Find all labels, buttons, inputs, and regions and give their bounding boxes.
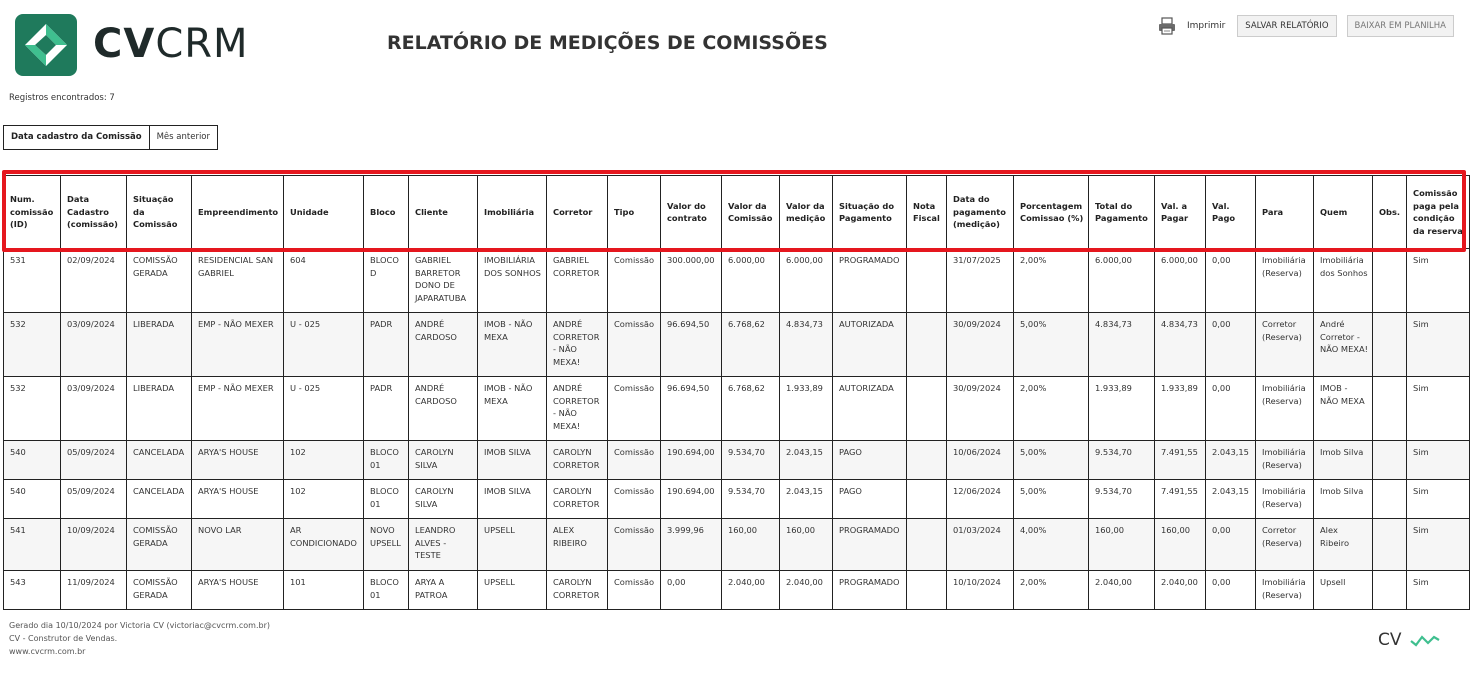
filter-label: Data cadastro da Comissão <box>4 126 150 149</box>
table-cell: Comissão <box>608 377 661 441</box>
table-cell <box>1373 249 1407 313</box>
column-header: Valor da Comissão <box>722 176 780 249</box>
table-cell: 9.534,70 <box>722 480 780 519</box>
table-cell: 0,00 <box>1206 571 1256 610</box>
table-cell: COMISSÃO GERADA <box>127 519 192 571</box>
table-row <box>4 377 1470 441</box>
table-cell: 190.694,00 <box>661 441 722 480</box>
table-cell <box>907 313 947 377</box>
table-cell: 9.534,70 <box>722 441 780 480</box>
table-cell: Imobiliária (Reserva) <box>1256 571 1314 610</box>
table-cell: 101 <box>284 571 364 610</box>
table-cell <box>1373 571 1407 610</box>
table-cell: NOVO LAR <box>192 519 284 571</box>
table-cell: 12/06/2024 <box>947 480 1014 519</box>
table-cell: Imobiliária (Reserva) <box>1256 480 1314 519</box>
table-cell: CAROLYN SILVA <box>409 480 478 519</box>
table-cell: Imob Silva <box>1314 441 1373 480</box>
table-cell: 5,00% <box>1014 480 1089 519</box>
table-cell: CAROLYN CORRETOR <box>547 571 608 610</box>
column-header: Cliente <box>409 176 478 249</box>
table-cell: 9.534,70 <box>1089 480 1155 519</box>
column-header: Data do pagamento (medição) <box>947 176 1014 249</box>
table-cell: BLOCO 01 <box>364 441 409 480</box>
table-cell: Comissão <box>608 313 661 377</box>
table-cell: GABRIEL CORRETOR <box>547 249 608 313</box>
table-cell: Alex Ribeiro <box>1314 519 1373 571</box>
table-cell: 05/09/2024 <box>61 480 127 519</box>
table-cell: ARYA'S HOUSE <box>192 441 284 480</box>
table-cell: 531 <box>4 249 61 313</box>
table-cell: 6.000,00 <box>1089 249 1155 313</box>
table-cell: Sim <box>1407 480 1470 519</box>
table-cell: 1.933,89 <box>1089 377 1155 441</box>
table-cell: 10/10/2024 <box>947 571 1014 610</box>
table-cell: Sim <box>1407 571 1470 610</box>
table-cell: Comissão <box>608 480 661 519</box>
table-cell: 2.043,15 <box>780 480 833 519</box>
table-cell: 160,00 <box>1155 519 1206 571</box>
printer-icon[interactable] <box>1157 16 1177 36</box>
table-cell: 03/09/2024 <box>61 313 127 377</box>
table-cell: 0,00 <box>1206 313 1256 377</box>
table-cell: IMOB SILVA <box>478 480 547 519</box>
table-cell: 30/09/2024 <box>947 377 1014 441</box>
table-cell: Comissão <box>608 571 661 610</box>
table-cell: 5,00% <box>1014 441 1089 480</box>
table-cell: CANCELADA <box>127 480 192 519</box>
table-cell: André Corretor - NÃO MEXA! <box>1314 313 1373 377</box>
table-cell: 2,00% <box>1014 249 1089 313</box>
table-cell: IMOB - NÃO MEXA <box>478 377 547 441</box>
table-cell: Imobiliária (Reserva) <box>1256 441 1314 480</box>
table-cell: 1.933,89 <box>780 377 833 441</box>
table-cell: IMOB - NÃO MEXA <box>1314 377 1373 441</box>
table-cell <box>907 480 947 519</box>
table-cell: CAROLYN SILVA <box>409 441 478 480</box>
table-cell: 01/03/2024 <box>947 519 1014 571</box>
table-cell: ANDRÉ CORRETOR - NÃO MEXA! <box>547 377 608 441</box>
table-cell: GABRIEL BARRETOR DONO DE JAPARATUBA <box>409 249 478 313</box>
table-cell: U - 025 <box>284 377 364 441</box>
table-row <box>4 480 1470 519</box>
table-cell: 2,00% <box>1014 571 1089 610</box>
table-cell: 7.491,55 <box>1155 441 1206 480</box>
table-cell: 160,00 <box>1089 519 1155 571</box>
table-cell <box>907 249 947 313</box>
table-cell: RESIDENCIAL SAN GABRIEL <box>192 249 284 313</box>
table-cell: Sim <box>1407 377 1470 441</box>
table-cell: COMISSÃO GERADA <box>127 249 192 313</box>
table-cell: ALEX RIBEIRO <box>547 519 608 571</box>
table-cell: UPSELL <box>478 571 547 610</box>
table-cell: 102 <box>284 441 364 480</box>
table-cell <box>1373 313 1407 377</box>
toolbar <box>1157 15 1454 37</box>
commission-table <box>3 175 1470 610</box>
table-cell: 2.043,15 <box>1206 480 1256 519</box>
cv-footer-logo-icon <box>1378 628 1440 650</box>
table-cell: AUTORIZADA <box>833 377 907 441</box>
table-cell: ARYA'S HOUSE <box>192 480 284 519</box>
table-cell: EMP - NÃO MEXER <box>192 313 284 377</box>
table-cell: 0,00 <box>1206 519 1256 571</box>
column-header: Nota Fiscal <box>907 176 947 249</box>
table-row <box>4 249 1470 313</box>
column-header: Valor do contrato <box>661 176 722 249</box>
table-cell <box>907 571 947 610</box>
table-cell: 102 <box>284 480 364 519</box>
table-cell: BLOCO 01 <box>364 571 409 610</box>
table-row <box>4 519 1470 571</box>
column-header: Val. Pago <box>1206 176 1256 249</box>
table-cell: 05/09/2024 <box>61 441 127 480</box>
table-cell: 4,00% <box>1014 519 1089 571</box>
table-cell: 3.999,96 <box>661 519 722 571</box>
table-cell: 9.534,70 <box>1089 441 1155 480</box>
table-cell: 7.491,55 <box>1155 480 1206 519</box>
table-cell: 0,00 <box>1206 377 1256 441</box>
print-link[interactable]: Imprimir <box>1186 21 1226 31</box>
table-header-row <box>4 176 1470 249</box>
table-cell: NOVO UPSELL <box>364 519 409 571</box>
brand-name: CVCRM <box>93 21 249 67</box>
table-cell: IMOB - NÃO MEXA <box>478 313 547 377</box>
table-cell: AUTORIZADA <box>833 313 907 377</box>
table-cell: CANCELADA <box>127 441 192 480</box>
table-cell: ANDRÉ CARDOSO <box>409 377 478 441</box>
table-cell: 0,00 <box>1206 249 1256 313</box>
table-cell: Corretor (Reserva) <box>1256 519 1314 571</box>
table-cell: Sim <box>1407 313 1470 377</box>
table-cell: 6.768,62 <box>722 377 780 441</box>
column-header: Situação do Pagamento <box>833 176 907 249</box>
save-report-button[interactable]: SALVAR RELATÓRIO <box>1237 15 1336 37</box>
table-cell: 30/09/2024 <box>947 313 1014 377</box>
column-header: Porcentagem Comissao (%) <box>1014 176 1089 249</box>
table-cell: 541 <box>4 519 61 571</box>
footer <box>9 619 270 658</box>
download-spreadsheet-button[interactable]: BAIXAR EM PLANILHA <box>1347 15 1454 37</box>
table-cell: 2.040,00 <box>780 571 833 610</box>
table-cell: 543 <box>4 571 61 610</box>
table-cell: PROGRAMADO <box>833 519 907 571</box>
table-row <box>4 441 1470 480</box>
column-header: Empreendimento <box>192 176 284 249</box>
table-cell: 604 <box>284 249 364 313</box>
column-header: Num. comissão (ID) <box>4 176 61 249</box>
table-cell: Imobiliária (Reserva) <box>1256 377 1314 441</box>
table-cell: 0,00 <box>661 571 722 610</box>
table-cell: 6.000,00 <box>1155 249 1206 313</box>
table-cell: CAROLYN CORRETOR <box>547 441 608 480</box>
table-cell: Sim <box>1407 249 1470 313</box>
table-cell: 160,00 <box>780 519 833 571</box>
table-cell: PADR <box>364 377 409 441</box>
table-cell: 2.043,15 <box>1206 441 1256 480</box>
column-header: Quem <box>1314 176 1373 249</box>
table-cell: U - 025 <box>284 313 364 377</box>
table-cell: Comissão <box>608 249 661 313</box>
table-cell: EMP - NÃO MEXER <box>192 377 284 441</box>
column-header: Valor da medição <box>780 176 833 249</box>
table-cell: 540 <box>4 480 61 519</box>
table-cell: ARYA A PATROA <box>409 571 478 610</box>
table-cell: 2,00% <box>1014 377 1089 441</box>
records-count: Registros encontrados: 7 <box>9 93 115 103</box>
table-cell: 4.834,73 <box>1155 313 1206 377</box>
table-cell: COMISSÃO GERADA <box>127 571 192 610</box>
column-header: Para <box>1256 176 1314 249</box>
table-cell: ANDRÉ CARDOSO <box>409 313 478 377</box>
table-cell: LIBERADA <box>127 377 192 441</box>
table-cell: 6.000,00 <box>780 249 833 313</box>
column-header: Total do Pagamento <box>1089 176 1155 249</box>
table-cell: 03/09/2024 <box>61 377 127 441</box>
table-cell: 31/07/2025 <box>947 249 1014 313</box>
table-cell: 2.040,00 <box>722 571 780 610</box>
table-cell: 2.043,15 <box>780 441 833 480</box>
table-cell: 2.040,00 <box>1089 571 1155 610</box>
table-row <box>4 571 1470 610</box>
table-cell <box>907 441 947 480</box>
table-cell: BLOCO 01 <box>364 480 409 519</box>
table-cell: ANDRÉ CORRETOR - NÃO MEXA! <box>547 313 608 377</box>
table-cell: 532 <box>4 377 61 441</box>
table-cell: 532 <box>4 313 61 377</box>
table-row <box>4 313 1470 377</box>
column-header: Tipo <box>608 176 661 249</box>
table-cell: PAGO <box>833 480 907 519</box>
table-cell: Imob Silva <box>1314 480 1373 519</box>
table-cell: PROGRAMADO <box>833 249 907 313</box>
table-cell: ARYA'S HOUSE <box>192 571 284 610</box>
column-header: Comissão paga pela condição da reserva <box>1407 176 1470 249</box>
column-header: Situação da Comissão <box>127 176 192 249</box>
table-cell <box>907 377 947 441</box>
table-cell: UPSELL <box>478 519 547 571</box>
table-cell: Sim <box>1407 519 1470 571</box>
table-cell: 4.834,73 <box>780 313 833 377</box>
table-cell: AR CONDICIONADO <box>284 519 364 571</box>
table-cell: 10/09/2024 <box>61 519 127 571</box>
table-cell: 10/06/2024 <box>947 441 1014 480</box>
table-cell: Upsell <box>1314 571 1373 610</box>
table-cell: BLOCO D <box>364 249 409 313</box>
table-cell: Imobiliária dos Sonhos <box>1314 249 1373 313</box>
column-header: Obs. <box>1373 176 1407 249</box>
table-cell: 300.000,00 <box>661 249 722 313</box>
table-cell: 6.768,62 <box>722 313 780 377</box>
footer-website: www.cvcrm.com.br <box>9 647 86 656</box>
table-cell: LEANDRO ALVES - TESTE <box>409 519 478 571</box>
column-header: Corretor <box>547 176 608 249</box>
footer-logo-text: CV <box>1378 630 1402 650</box>
table-cell: 5,00% <box>1014 313 1089 377</box>
filter-value: Mês anterior <box>156 132 210 142</box>
table-cell <box>907 519 947 571</box>
table-cell: 96.694,50 <box>661 313 722 377</box>
column-header: Data Cadastro (comissão) <box>61 176 127 249</box>
table-cell <box>1373 377 1407 441</box>
table-cell: 4.834,73 <box>1089 313 1155 377</box>
table-cell: PAGO <box>833 441 907 480</box>
table-cell <box>1373 441 1407 480</box>
table-cell: PADR <box>364 313 409 377</box>
table-cell: 6.000,00 <box>722 249 780 313</box>
table-cell: IMOBILIÁRIA DOS SONHOS <box>478 249 547 313</box>
table-cell: Comissão <box>608 519 661 571</box>
table-cell: Comissão <box>608 441 661 480</box>
table-cell: 11/09/2024 <box>61 571 127 610</box>
cvcrm-logo-icon <box>15 14 77 76</box>
table-cell: 1.933,89 <box>1155 377 1206 441</box>
table-cell: Sim <box>1407 441 1470 480</box>
column-header: Imobiliária <box>478 176 547 249</box>
table-cell: PROGRAMADO <box>833 571 907 610</box>
column-header: Bloco <box>364 176 409 249</box>
table-cell: Imobiliária (Reserva) <box>1256 249 1314 313</box>
table-cell: CAROLYN CORRETOR <box>547 480 608 519</box>
table-cell: 160,00 <box>722 519 780 571</box>
table-cell: LIBERADA <box>127 313 192 377</box>
table-cell: Corretor (Reserva) <box>1256 313 1314 377</box>
footer-generated: Gerado dia 10/10/2024 por Victoria CV (victoriac@cvcrm.com.br) <box>9 621 270 630</box>
table-cell: 96.694,50 <box>661 377 722 441</box>
table-cell: 2.040,00 <box>1155 571 1206 610</box>
column-header: Val. a Pagar <box>1155 176 1206 249</box>
column-header: Unidade <box>284 176 364 249</box>
footer-company: CV - Construtor de Vendas. <box>9 634 118 643</box>
table-cell: 540 <box>4 441 61 480</box>
filter-summary <box>3 125 218 150</box>
page-title: RELATÓRIO DE MEDIÇÕES DE COMISSÕES <box>387 32 828 54</box>
table-cell <box>1373 480 1407 519</box>
table-cell <box>1373 519 1407 571</box>
table-cell: IMOB SILVA <box>478 441 547 480</box>
table-cell: 190.694,00 <box>661 480 722 519</box>
table-cell: 02/09/2024 <box>61 249 127 313</box>
